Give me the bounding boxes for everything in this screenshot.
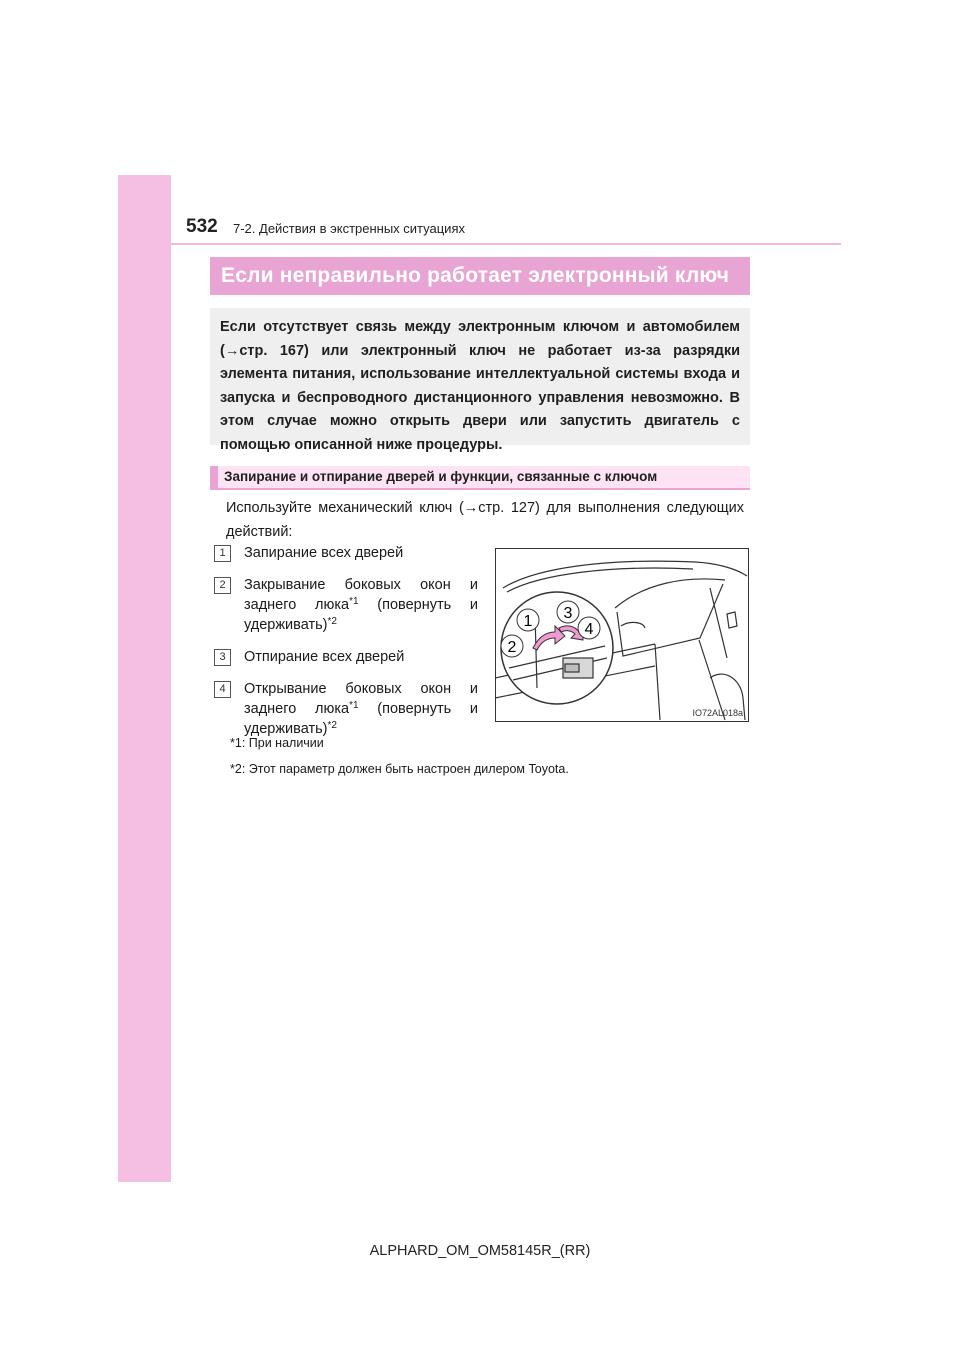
footnote-text: : Этот параметр должен быть настроен дилером Toyota. (241, 762, 569, 776)
footnote-mark: *2 (230, 762, 242, 776)
callout-label: 4 (584, 621, 594, 638)
step-number: 2 (214, 577, 231, 594)
step-text (244, 543, 478, 563)
intro-text: Если отсутствует связь между электронным ключом и автомобилем (→стр. 167) или электронный ключ не работает из-за разрядки элемента питания, использование интеллектуальной системы входа и запуска и беспроводного дистанционного управления невозможно. В этом случае можно открыть двери или запустить двигатель с помощью описанной ниже процедуры. (220, 319, 740, 453)
callout-label: 2 (507, 639, 517, 656)
step-item (214, 679, 478, 739)
header-rule (171, 243, 841, 245)
step-label: Открывание боковых окон и заднего люка (244, 681, 478, 717)
step-label: Закрывание боковых окон и заднего люка (244, 577, 478, 613)
running-header: 7-2. Действия в экстренных ситуациях (233, 221, 465, 236)
step-item (214, 543, 478, 563)
callout-label: 1 (523, 613, 533, 630)
step-item (214, 647, 478, 667)
step-number: 4 (214, 681, 231, 698)
page-number: 532 (186, 216, 218, 237)
step-label-suffix: (повернуть и удерживать) (244, 597, 478, 633)
footnote (230, 735, 750, 751)
step-text (244, 575, 478, 635)
subsection-title: Запирание и отпирание дверей и функции, связанные с ключом (210, 466, 750, 490)
step-label: Отпирание всех дверей (244, 649, 405, 665)
footnote-text: : При наличии (241, 736, 324, 750)
step-item (214, 575, 478, 635)
footnote-mark: *1 (230, 736, 242, 750)
footnote-ref: *2 (327, 720, 337, 731)
step-number: 1 (214, 545, 231, 562)
step-number: 3 (214, 649, 231, 666)
footer-document-code: ALPHARD_OM_OM58145R_(RR) (369, 1243, 591, 1259)
step-text (244, 679, 478, 739)
footnote (230, 761, 750, 777)
step-list (214, 543, 478, 751)
step-text (244, 647, 478, 667)
footnote-ref: *1 (349, 700, 359, 711)
footnote-ref: *1 (349, 596, 359, 607)
footnote-ref: *2 (327, 616, 337, 627)
door-key-illustration (495, 548, 749, 722)
illustration-code: IO72AL018a (692, 708, 743, 718)
callout-label: 3 (563, 605, 573, 622)
footnotes (230, 735, 750, 787)
step-label-suffix: (повернуть и удерживать) (244, 701, 478, 737)
intro-box (210, 308, 750, 453)
section-title: Если неправильно работает электронный ключ (210, 257, 750, 295)
side-tab-bar (118, 175, 171, 1182)
usage-text: Используйте механический ключ (→стр. 127) для выполнения следующих действий: (226, 500, 744, 540)
step-label: Запирание всех дверей (244, 545, 404, 561)
